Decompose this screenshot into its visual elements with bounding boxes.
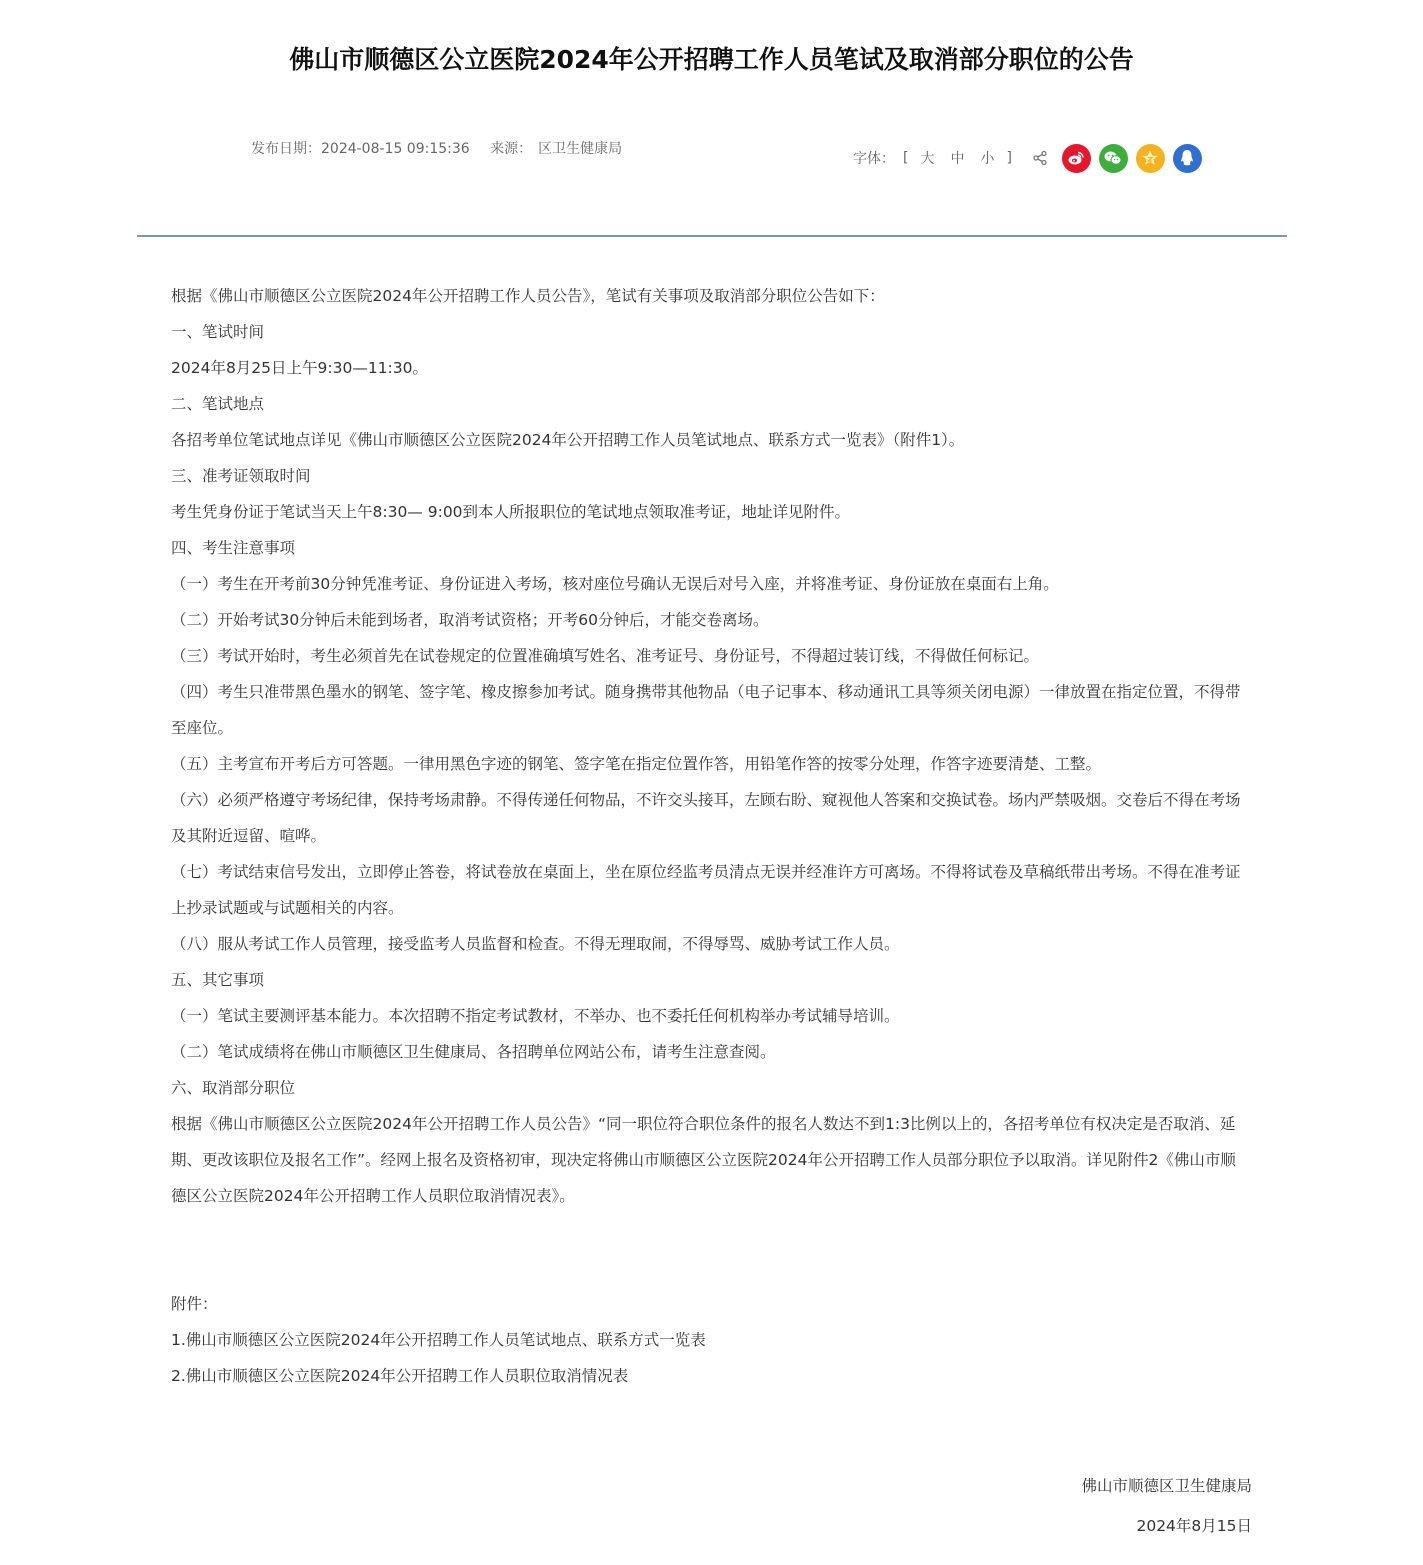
paragraph-admission-ticket: 考生凭身份证于笔试当天上午8:30— 9:00到本人所报职位的笔试地点领取准考证，地址详见附件。 bbox=[171, 503, 851, 521]
page-title: 佛山市顺德区公立医院2024年公开招聘工作人员笔试及取消部分职位的公告 bbox=[289, 44, 1134, 74]
signature-block bbox=[1081, 1466, 1252, 1546]
font-size-label: 字体： bbox=[853, 151, 895, 167]
bracket-open: [ bbox=[903, 150, 909, 166]
attachment-link-1[interactable]: 1.佛山市顺德区公立医院2024年公开招聘工作人员笔试地点、联系方式一览表 bbox=[171, 1331, 706, 1349]
source bbox=[490, 141, 622, 157]
bracket-close: ] bbox=[1006, 150, 1012, 166]
attachments-label: 附件： bbox=[171, 1295, 218, 1313]
section-heading-2: 二、笔试地点 bbox=[171, 395, 265, 413]
article-body bbox=[171, 278, 1251, 1394]
rule-item-3: （三）考试开始时，考生必须首先在试卷规定的位置准确填写姓名、准考证号、身份证号，不得超过装订线，不得做任何标记。 bbox=[171, 647, 1040, 665]
publish-value: 2024-08-15 09:15:36 bbox=[321, 141, 470, 157]
font-size-small-button[interactable]: 小 bbox=[980, 151, 995, 167]
signature-date: 2024年8月15日 bbox=[1136, 1517, 1252, 1535]
rule-item-8: （八）服从考试工作人员管理，接受监考人员监督和检查。不得无理取闹，不得辱骂、威胁考试工作人员。 bbox=[171, 935, 900, 953]
signature-org: 佛山市顺德区卫生健康局 bbox=[1081, 1477, 1252, 1495]
article-meta bbox=[251, 140, 638, 158]
share-icon[interactable] bbox=[1032, 150, 1048, 166]
other-item-2: （二）笔试成绩将在佛山市顺德区卫生健康局、各招聘单位网站公布，请考生注意查阅。 bbox=[171, 1043, 776, 1061]
rule-item-2: （二）开始考试30分钟后未能到场者，取消考试资格；开考60分钟后，才能交卷离场。 bbox=[171, 611, 769, 629]
qq-share-icon[interactable] bbox=[1173, 144, 1202, 173]
attachment-link-2[interactable]: 2.佛山市顺德区公立医院2024年公开招聘工作人员职位取消情况表 bbox=[171, 1367, 629, 1385]
section-heading-1: 一、笔试时间 bbox=[171, 323, 265, 341]
section-heading-5: 五、其它事项 bbox=[171, 971, 265, 989]
paragraph-exam-location: 各招考单位笔试地点详见《佛山市顺德区公立医院2024年公开招聘工作人员笔试地点、联系方式一览表》（附件1）。 bbox=[171, 431, 965, 449]
wechat-share-icon[interactable] bbox=[1099, 144, 1128, 173]
section-heading-3: 三、准考证领取时间 bbox=[171, 467, 311, 485]
font-size-large-button[interactable]: 大 bbox=[920, 151, 935, 167]
rule-item-5: （五）主考宣布开考后方可答题。一律用黑色字迹的钢笔、签字笔在指定位置作答，用铅笔作答的按零分处理，作答字迹要清楚、工整。 bbox=[171, 755, 1102, 773]
rule-item-6: （六）必须严格遵守考场纪律，保持考场肃静。不得传递任何物品，不许交头接耳，左顾右盼、窥视他人答案和交换试卷。场内严禁吸烟。交卷后不得在考场及其附近逗留、喧哗。 bbox=[171, 791, 1241, 845]
source-value: 区卫生健康局 bbox=[538, 141, 623, 157]
paragraph-intro: 根据《佛山市顺德区公立医院2024年公开招聘工作人员公告》，笔试有关事项及取消部分职位公告如下： bbox=[171, 287, 885, 305]
paragraph-cancellation: 根据《佛山市顺德区公立医院2024年公开招聘工作人员公告》“同一职位符合职位条件的报名人数达不到1:3比例以上的，各招考单位有权决定是否取消、延期、更改该职位及报名工作”。经网上报名及资格初审，现决定将佛山市顺德区公立医院2024年公开招聘工作人员部分职位予以取消。详见附件2《佛山市顺德区公立医院2024年公开招聘工作人员职位取消情况表》。 bbox=[171, 1115, 1236, 1205]
rule-item-7: （七）考试结束信号发出，立即停止答卷，将试卷放在桌面上，坐在原位经监考员清点无误并经准许方可离场。不得将试卷及草稿纸带出考场。不得在准考证上抄录试题或与试题相关的内容。 bbox=[171, 863, 1241, 917]
publish-date bbox=[251, 141, 470, 157]
paragraph-exam-time: 2024年8月25日上午9:30—11:30。 bbox=[171, 359, 429, 377]
header-divider bbox=[137, 235, 1287, 237]
weibo-share-icon[interactable] bbox=[1062, 144, 1091, 173]
source-label: 来源： bbox=[490, 141, 533, 157]
rule-item-4: （四）考生只准带黑色墨水的钢笔、签字笔、橡皮擦参加考试。随身携带其他物品（电子记事本、移动通讯工具等须关闭电源）一律放置在指定位置，不得带至座位。 bbox=[171, 683, 1241, 737]
rule-item-1: （一）考生在开考前30分钟凭准考证、身份证进入考场，核对座位号确认无误后对号入座，并将准考证、身份证放在桌面右上角。 bbox=[171, 575, 1059, 593]
other-item-1: （一）笔试主要测评基本能力。本次招聘不指定考试教材，不举办、也不委托任何机构举办考试辅导培训。 bbox=[171, 1007, 900, 1025]
qzone-share-icon[interactable] bbox=[1136, 144, 1165, 173]
section-heading-4: 四、考生注意事项 bbox=[171, 539, 296, 557]
section-heading-6: 六、取消部分职位 bbox=[171, 1079, 296, 1097]
publish-label: 发布日期： bbox=[251, 141, 321, 157]
font-size-medium-button[interactable]: 中 bbox=[950, 151, 965, 167]
article-tools bbox=[853, 143, 1202, 173]
spacer bbox=[171, 1214, 1251, 1286]
